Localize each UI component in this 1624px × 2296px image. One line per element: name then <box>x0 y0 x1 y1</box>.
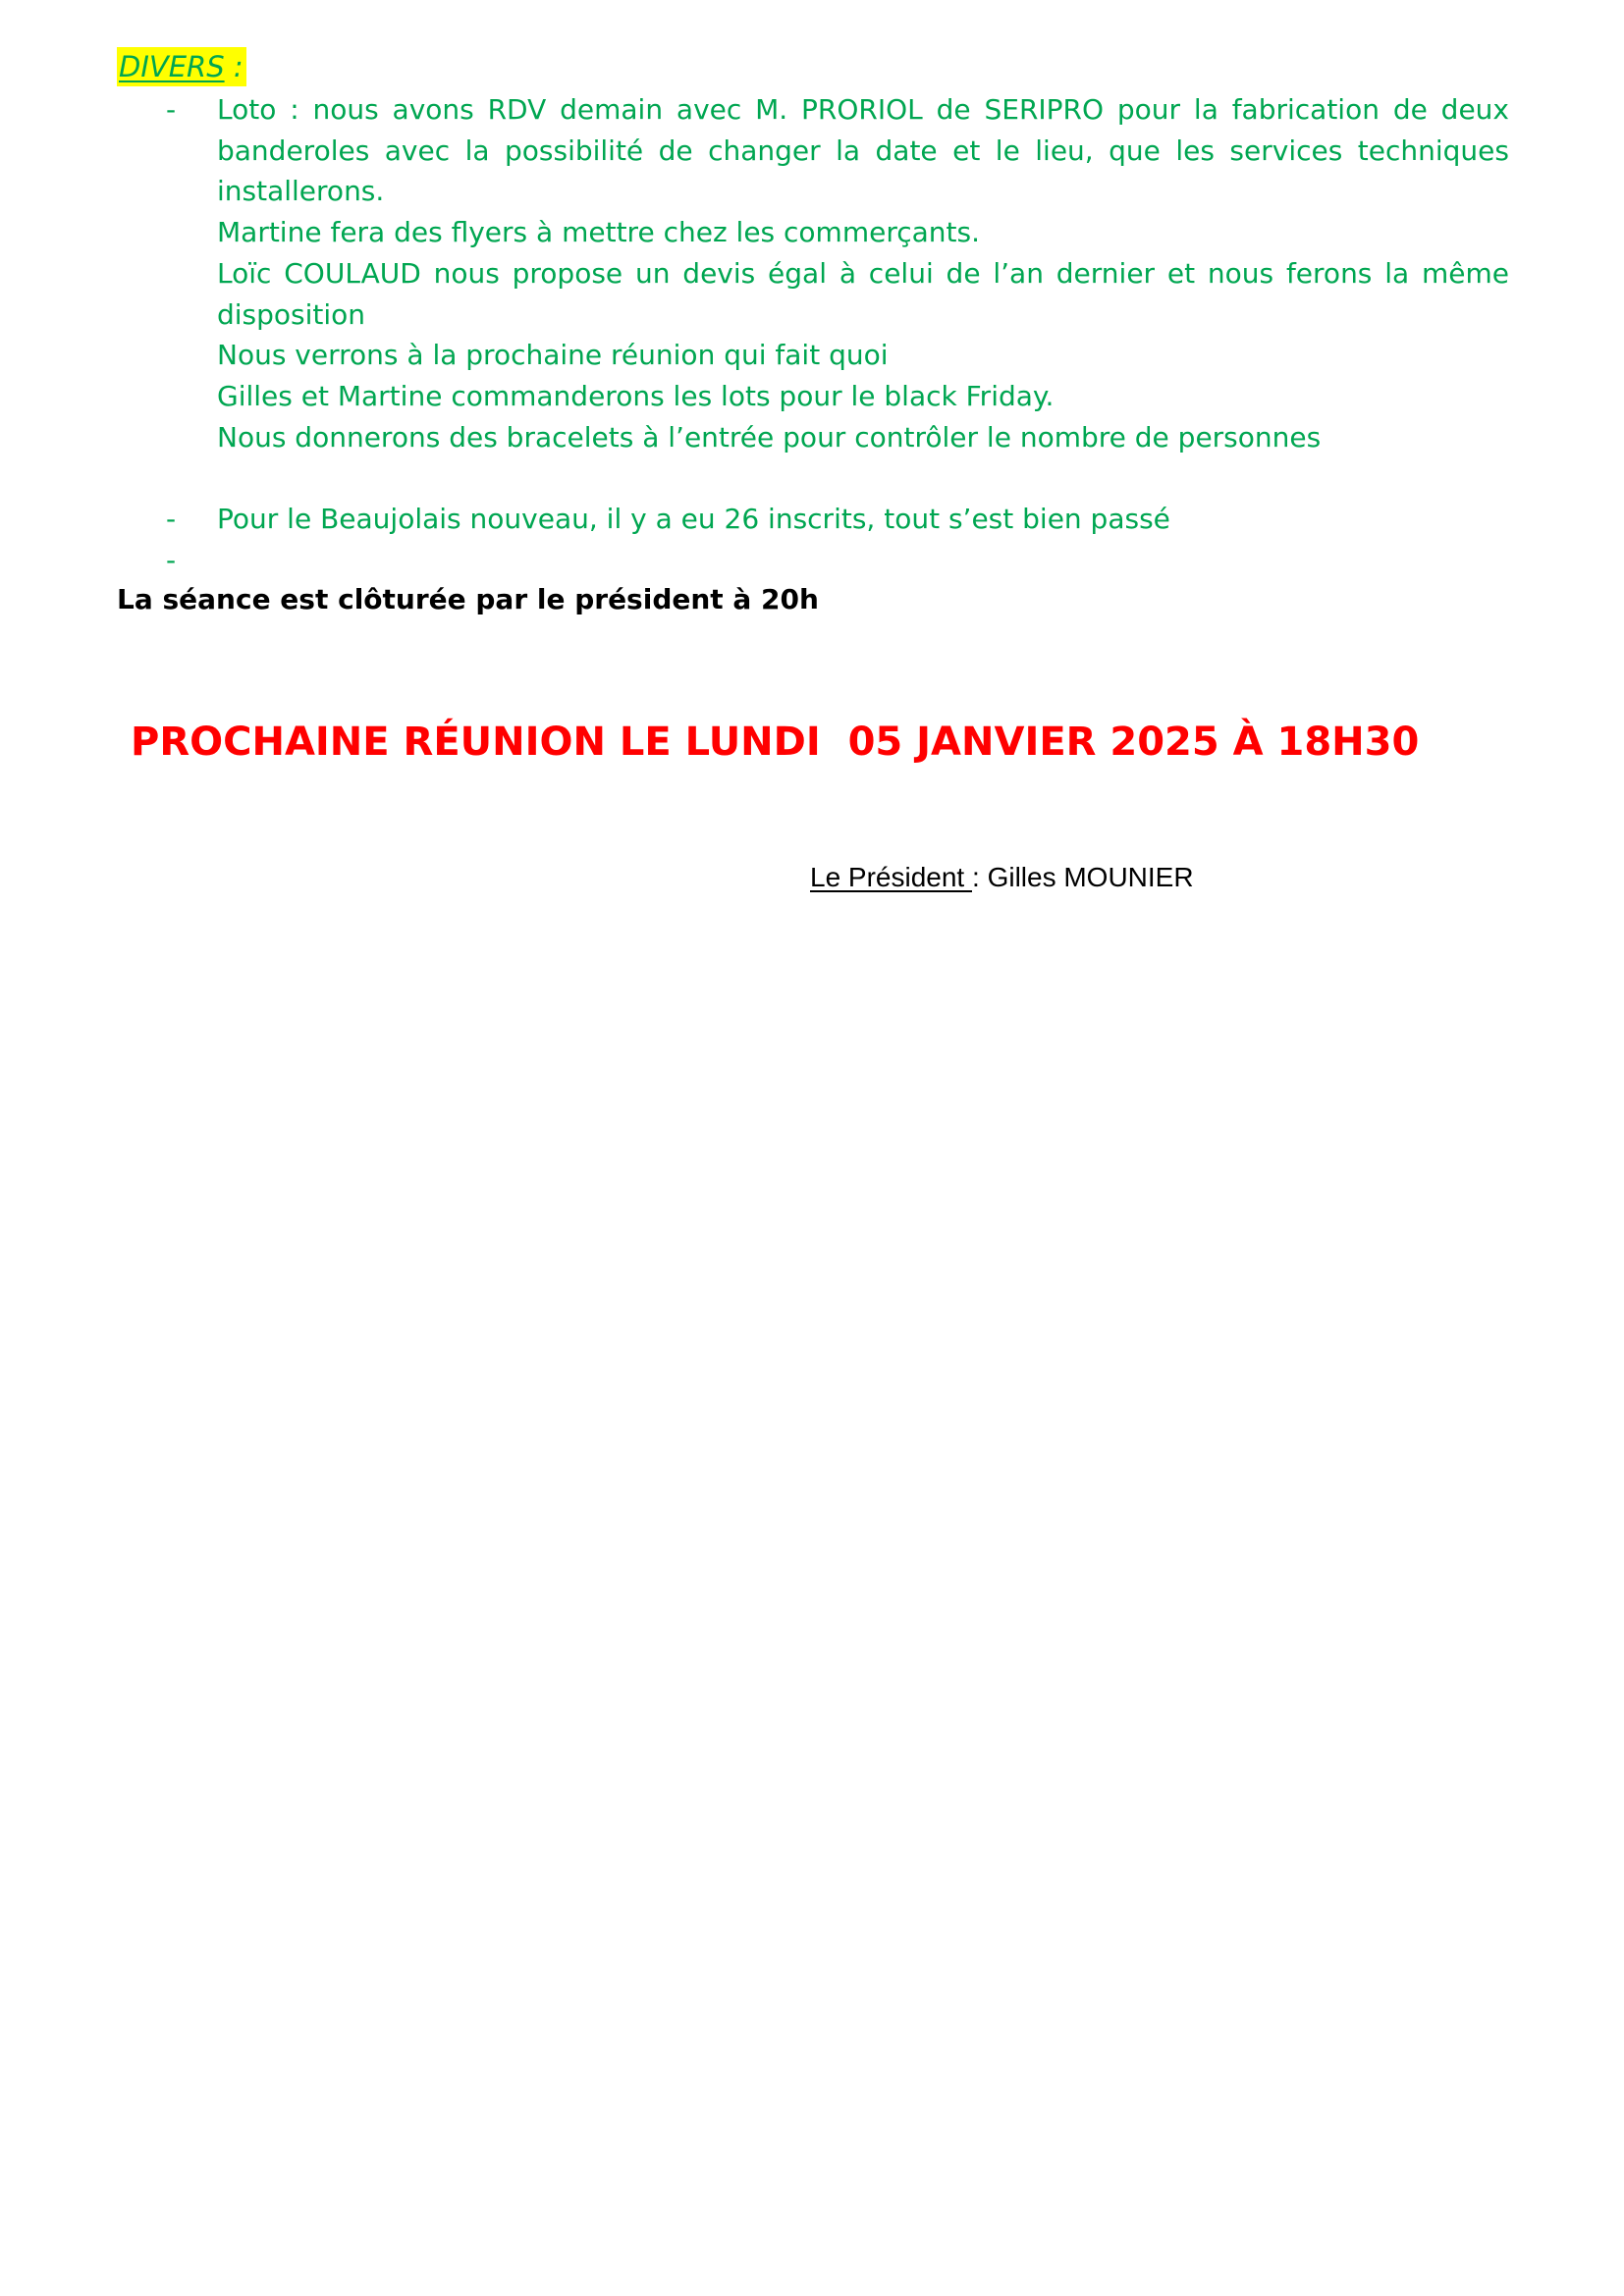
list-item-paragraph: Loïc COULAUD nous propose un devis égal à celui de l’an dernier et nous ferons la même disposition <box>217 256 1509 331</box>
list-item-paragraph: Nous donnerons des bracelets à l’entrée pour contrôler le nombre de personnes <box>217 420 1322 454</box>
list-item-beaujolais <box>166 499 1509 540</box>
section-title-text: DIVERS <box>119 50 225 83</box>
list-item-loto <box>166 89 1509 457</box>
closing-statement: La séance est clôturée par le président à 20h <box>117 583 819 615</box>
bullet-dash: - <box>166 503 177 536</box>
list-item-empty <box>166 540 1509 581</box>
list-item-paragraph: Nous verrons à la prochaine réunion qui fait quoi <box>217 339 889 372</box>
bullet-dash: - <box>166 543 177 576</box>
bullet-dash: - <box>166 93 177 126</box>
blank-line <box>166 457 1509 499</box>
signature-label: Le Président <box>810 862 972 892</box>
divers-list <box>166 89 1509 580</box>
signature-separator: : <box>972 862 988 892</box>
list-item-paragraph: Loto : nous avons RDV demain avec M. PRORIOL de SERIPRO pour la fabrication de deux banderoles avec la possibilité de changer la date et le lieu, que les services techniques installerons. <box>217 93 1509 208</box>
list-item-paragraph: Martine fera des flyers à mettre chez les commerçants. <box>217 216 980 249</box>
section-title-colon: : <box>224 50 244 83</box>
list-item-paragraph <box>217 540 1509 581</box>
section-title-divers <box>117 47 246 86</box>
next-meeting-announcement: PROCHAINE RÉUNION LE LUNDI 05 JANVIER 2025 À 18H30 <box>131 720 1420 765</box>
signature-name: Gilles MOUNIER <box>987 862 1194 892</box>
list-item-paragraph: Pour le Beaujolais nouveau, il y a eu 26 inscrits, tout s’est bien passé <box>217 503 1170 536</box>
list-item-paragraph: Gilles et Martine commanderons les lots pour le black Friday. <box>217 379 1055 412</box>
president-signature <box>810 858 1194 897</box>
